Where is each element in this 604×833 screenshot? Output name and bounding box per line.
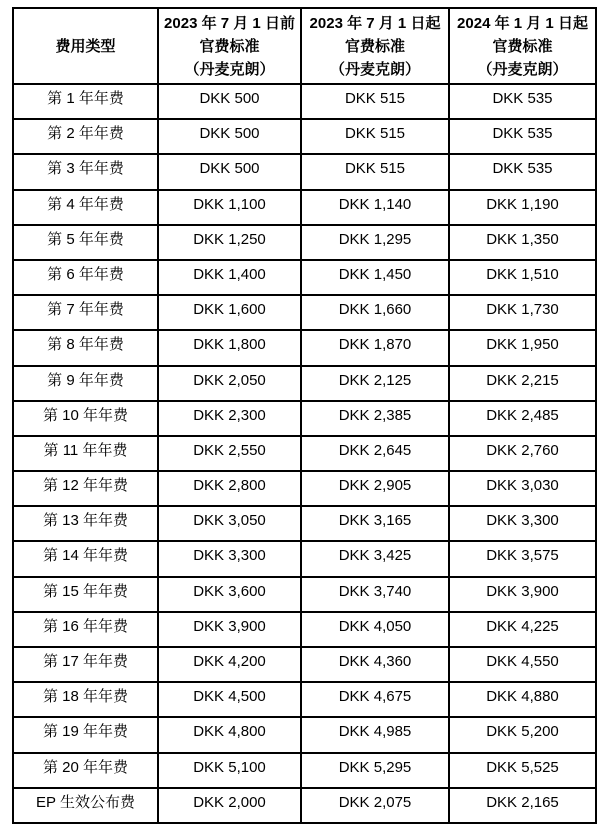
fee-value-cell: DKK 2,125 bbox=[301, 366, 449, 401]
fee-value-cell: DKK 3,165 bbox=[301, 506, 449, 541]
fee-type-cell: 第 14 年年费 bbox=[13, 541, 158, 576]
table-row bbox=[13, 366, 596, 401]
fee-value-cell: DKK 5,295 bbox=[301, 753, 449, 788]
header-line: 官费标准 bbox=[344, 37, 405, 55]
header-line: 费用类型 bbox=[55, 37, 116, 55]
fee-value-cell: DKK 4,050 bbox=[301, 612, 449, 647]
fee-table-body bbox=[13, 84, 596, 823]
fee-value-cell: DKK 3,900 bbox=[449, 577, 596, 612]
fee-type-cell: 第 16 年年费 bbox=[13, 612, 158, 647]
header-cell-col3 bbox=[449, 8, 596, 84]
header-row bbox=[13, 8, 596, 84]
fee-value-cell: DKK 3,050 bbox=[158, 506, 301, 541]
fee-value-cell: DKK 4,880 bbox=[449, 682, 596, 717]
fee-value-cell: DKK 515 bbox=[301, 119, 449, 154]
fee-value-cell: DKK 3,425 bbox=[301, 541, 449, 576]
fee-value-cell: DKK 535 bbox=[449, 154, 596, 189]
fee-type-cell: 第 18 年年费 bbox=[13, 682, 158, 717]
fee-type-cell: 第 15 年年费 bbox=[13, 577, 158, 612]
fee-value-cell: DKK 3,900 bbox=[158, 612, 301, 647]
fee-value-cell: DKK 535 bbox=[449, 119, 596, 154]
fee-type-cell: 第 7 年年费 bbox=[13, 295, 158, 330]
table-row bbox=[13, 753, 596, 788]
fee-type-cell: 第 13 年年费 bbox=[13, 506, 158, 541]
fee-value-cell: DKK 3,575 bbox=[449, 541, 596, 576]
fee-type-cell: 第 9 年年费 bbox=[13, 366, 158, 401]
table-row bbox=[13, 612, 596, 647]
fee-value-cell: DKK 2,645 bbox=[301, 436, 449, 471]
table-row bbox=[13, 436, 596, 471]
table-row bbox=[13, 717, 596, 752]
fee-value-cell: DKK 1,400 bbox=[158, 260, 301, 295]
table-row bbox=[13, 506, 596, 541]
fee-value-cell: DKK 4,225 bbox=[449, 612, 596, 647]
fee-value-cell: DKK 1,250 bbox=[158, 225, 301, 260]
fee-value-cell: DKK 4,985 bbox=[301, 717, 449, 752]
fee-value-cell: DKK 1,190 bbox=[449, 190, 596, 225]
fee-type-cell: 第 10 年年费 bbox=[13, 401, 158, 436]
table-row bbox=[13, 577, 596, 612]
fee-value-cell: DKK 2,905 bbox=[301, 471, 449, 506]
fee-type-cell: 第 6 年年费 bbox=[13, 260, 158, 295]
fee-value-cell: DKK 2,050 bbox=[158, 366, 301, 401]
table-row bbox=[13, 330, 596, 365]
fee-type-cell: 第 8 年年费 bbox=[13, 330, 158, 365]
fee-type-cell: 第 17 年年费 bbox=[13, 647, 158, 682]
header-line: 2023 年 7 月 1 日起 bbox=[309, 14, 441, 32]
fee-value-cell: DKK 1,870 bbox=[301, 330, 449, 365]
fee-value-cell: DKK 1,295 bbox=[301, 225, 449, 260]
table-row bbox=[13, 84, 596, 119]
fee-value-cell: DKK 2,300 bbox=[158, 401, 301, 436]
fee-value-cell: DKK 4,200 bbox=[158, 647, 301, 682]
fee-type-cell: 第 11 年年费 bbox=[13, 436, 158, 471]
fee-type-cell: 第 2 年年费 bbox=[13, 119, 158, 154]
fee-value-cell: DKK 4,800 bbox=[158, 717, 301, 752]
table-row bbox=[13, 682, 596, 717]
fee-value-cell: DKK 2,075 bbox=[301, 788, 449, 823]
fee-value-cell: DKK 3,300 bbox=[449, 506, 596, 541]
fee-value-cell: DKK 1,100 bbox=[158, 190, 301, 225]
fee-value-cell: DKK 535 bbox=[449, 84, 596, 119]
fee-type-cell: 第 12 年年费 bbox=[13, 471, 158, 506]
fee-value-cell: DKK 1,800 bbox=[158, 330, 301, 365]
fee-value-cell: DKK 1,510 bbox=[449, 260, 596, 295]
fee-value-cell: DKK 1,950 bbox=[449, 330, 596, 365]
fee-type-cell: 第 20 年年费 bbox=[13, 753, 158, 788]
header-line: 2024 年 1 月 1 日起 bbox=[457, 14, 588, 32]
fee-value-cell: DKK 3,740 bbox=[301, 577, 449, 612]
header-cell-col0 bbox=[13, 8, 158, 84]
fee-value-cell: DKK 5,525 bbox=[449, 753, 596, 788]
fee-type-cell: 第 3 年年费 bbox=[13, 154, 158, 189]
fee-value-cell: DKK 2,800 bbox=[158, 471, 301, 506]
header-line: （丹麦克朗） bbox=[329, 60, 420, 78]
fee-value-cell: DKK 3,600 bbox=[158, 577, 301, 612]
fee-value-cell: DKK 4,500 bbox=[158, 682, 301, 717]
header-line: 官费标准 bbox=[492, 37, 553, 55]
fee-type-cell: 第 5 年年费 bbox=[13, 225, 158, 260]
table-row bbox=[13, 295, 596, 330]
fee-value-cell: DKK 5,100 bbox=[158, 753, 301, 788]
fee-value-cell: DKK 1,600 bbox=[158, 295, 301, 330]
fee-value-cell: DKK 2,485 bbox=[449, 401, 596, 436]
table-row bbox=[13, 401, 596, 436]
fee-value-cell: DKK 1,450 bbox=[301, 260, 449, 295]
fee-value-cell: DKK 3,030 bbox=[449, 471, 596, 506]
fee-value-cell: DKK 1,730 bbox=[449, 295, 596, 330]
fee-value-cell: DKK 1,350 bbox=[449, 225, 596, 260]
fee-value-cell: DKK 2,000 bbox=[158, 788, 301, 823]
header-line: （丹麦克朗） bbox=[184, 60, 275, 78]
fee-value-cell: DKK 2,385 bbox=[301, 401, 449, 436]
fee-value-cell: DKK 500 bbox=[158, 84, 301, 119]
header-line: 2023 年 7 月 1 日前 bbox=[164, 14, 295, 32]
header-line: （丹麦克朗） bbox=[477, 60, 568, 78]
header-cell-col1 bbox=[158, 8, 301, 84]
fee-value-cell: DKK 5,200 bbox=[449, 717, 596, 752]
fee-value-cell: DKK 515 bbox=[301, 84, 449, 119]
fee-type-cell: EP 生效公布费 bbox=[13, 788, 158, 823]
table-row bbox=[13, 225, 596, 260]
fee-value-cell: DKK 4,550 bbox=[449, 647, 596, 682]
header-cell-col2 bbox=[301, 8, 449, 84]
fee-value-cell: DKK 4,675 bbox=[301, 682, 449, 717]
fee-value-cell: DKK 500 bbox=[158, 119, 301, 154]
fee-value-cell: DKK 4,360 bbox=[301, 647, 449, 682]
table-row bbox=[13, 788, 596, 823]
fee-value-cell: DKK 1,660 bbox=[301, 295, 449, 330]
fee-value-cell: DKK 2,550 bbox=[158, 436, 301, 471]
fee-value-cell: DKK 2,165 bbox=[449, 788, 596, 823]
table-row bbox=[13, 471, 596, 506]
fee-value-cell: DKK 500 bbox=[158, 154, 301, 189]
table-row bbox=[13, 541, 596, 576]
fee-value-cell: DKK 2,215 bbox=[449, 366, 596, 401]
fee-table-head bbox=[13, 8, 596, 84]
table-row bbox=[13, 154, 596, 189]
header-line: 官费标准 bbox=[199, 37, 260, 55]
table-row bbox=[13, 190, 596, 225]
table-row bbox=[13, 119, 596, 154]
fee-value-cell: DKK 3,300 bbox=[158, 541, 301, 576]
fee-value-cell: DKK 1,140 bbox=[301, 190, 449, 225]
table-row bbox=[13, 647, 596, 682]
fee-value-cell: DKK 2,760 bbox=[449, 436, 596, 471]
fee-type-cell: 第 1 年年费 bbox=[13, 84, 158, 119]
fee-value-cell: DKK 515 bbox=[301, 154, 449, 189]
fee-type-cell: 第 19 年年费 bbox=[13, 717, 158, 752]
fee-schedule-table bbox=[12, 7, 597, 824]
fee-type-cell: 第 4 年年费 bbox=[13, 190, 158, 225]
table-row bbox=[13, 260, 596, 295]
